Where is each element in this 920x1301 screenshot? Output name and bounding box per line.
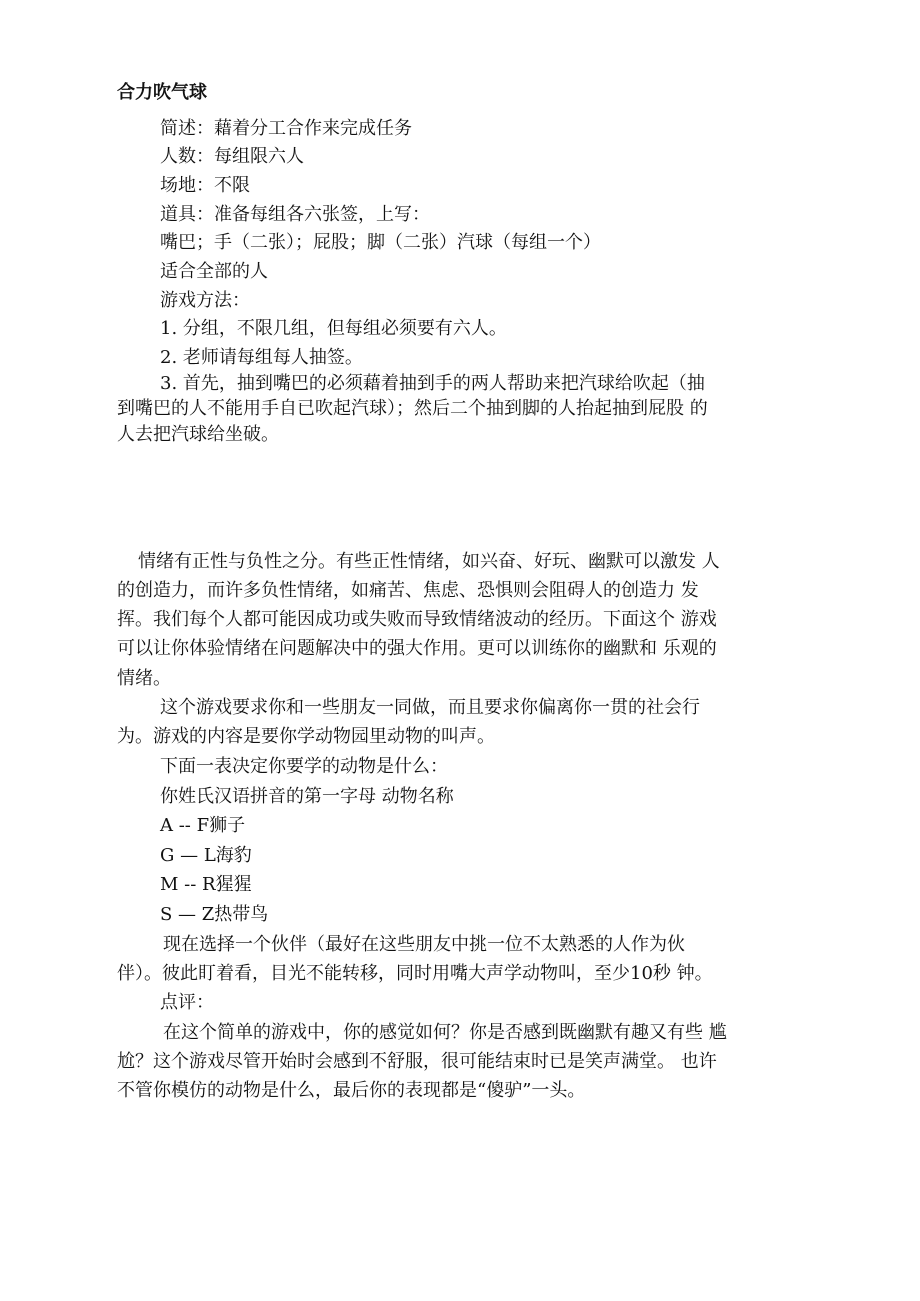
step-2: 2. 老师请每组每人抽签。 [160, 347, 363, 368]
venue-line: 场地：不限 [160, 175, 250, 196]
table-row: S — Z热带鸟 [160, 904, 269, 925]
comment-heading: 点评： [160, 992, 214, 1013]
paragraph-line: 在这个简单的游戏中，你的感觉如何？你是否感到既幽默有趣又有些 尴 [163, 1022, 727, 1043]
paragraph-line: 不管你模仿的动物是什么，最后你的表现都是“傻驴”一头。 [117, 1080, 586, 1101]
paragraph-line: 伴）。彼此盯着看，目光不能转移，同时用嘴大声学动物叫，至少10秒 钟。 [117, 963, 713, 984]
paragraph-line: 这个游戏要求你和一些朋友一同做，而且要求你偏离你一贯的社会行 [160, 697, 700, 718]
props-line: 道具：准备每组各六张签，上写： [160, 204, 430, 225]
paragraph-line: 的创造力，而许多负性情绪，如痛苦、焦虑、恐惧则会阻碍人的创造力 发 [117, 580, 699, 601]
table-row: M -- R猩猩 [160, 874, 252, 895]
step-3-line-3: 人去把汽球给坐破。 [117, 424, 279, 445]
table-row: A -- F狮子 [160, 815, 246, 836]
step-3-line-1: 3. 首先，抽到嘴巴的必须藉着抽到手的两人帮助来把汽球给吹起（抽 [160, 373, 705, 394]
suitable-line: 适合全部的人 [160, 261, 268, 282]
paragraph-line: 现在选择一个伙伴（最好在这些朋友中挑一位不太熟悉的人作为伙 [163, 934, 685, 955]
paragraph-line: 情绪有正性与负性之分。有些正性情绪，如兴奋、好玩、幽默可以激发 人 [138, 551, 720, 572]
paragraph-line: 挥。我们每个人都可能因成功或失败而导致情绪波动的经历。下面这个 游戏 [117, 609, 717, 630]
props-list-line: 嘴巴；手（二张）；屁股；脚（二张）汽球（每组一个） [160, 232, 601, 253]
paragraph-line: 情绪。 [117, 668, 171, 689]
paragraph-line: 可以让你体验情绪在问题解决中的强大作用。更可以训练你的幽默和 乐观的 [117, 638, 717, 659]
table-row: G — L海豹 [160, 845, 252, 866]
step-3-line-2: 到嘴巴的人不能用手自已吹起汽球）；然后二个抽到脚的人抬起抽到屁股 的 [117, 398, 708, 419]
section-title: 合力吹气球 [117, 82, 207, 103]
step-1: 1. 分组，不限几组，但每组必须要有六人。 [160, 318, 507, 339]
paragraph-line: 下面一表决定你要学的动物是什么： [160, 756, 448, 777]
paragraph-line: 为。游戏的内容是要你学动物园里动物的叫声。 [117, 726, 495, 747]
table-header: 你姓氏汉语拼音的第一字母 动物名称 [160, 786, 454, 807]
description-line: 简述：藉着分工合作来完成任务 [160, 118, 412, 139]
paragraph-line: 尬？这个游戏尽管开始时会感到不舒服，很可能结束时已是笑声满堂。 也许 [117, 1051, 717, 1072]
method-heading: 游戏方法： [160, 290, 250, 311]
players-line: 人数：每组限六人 [160, 146, 304, 167]
